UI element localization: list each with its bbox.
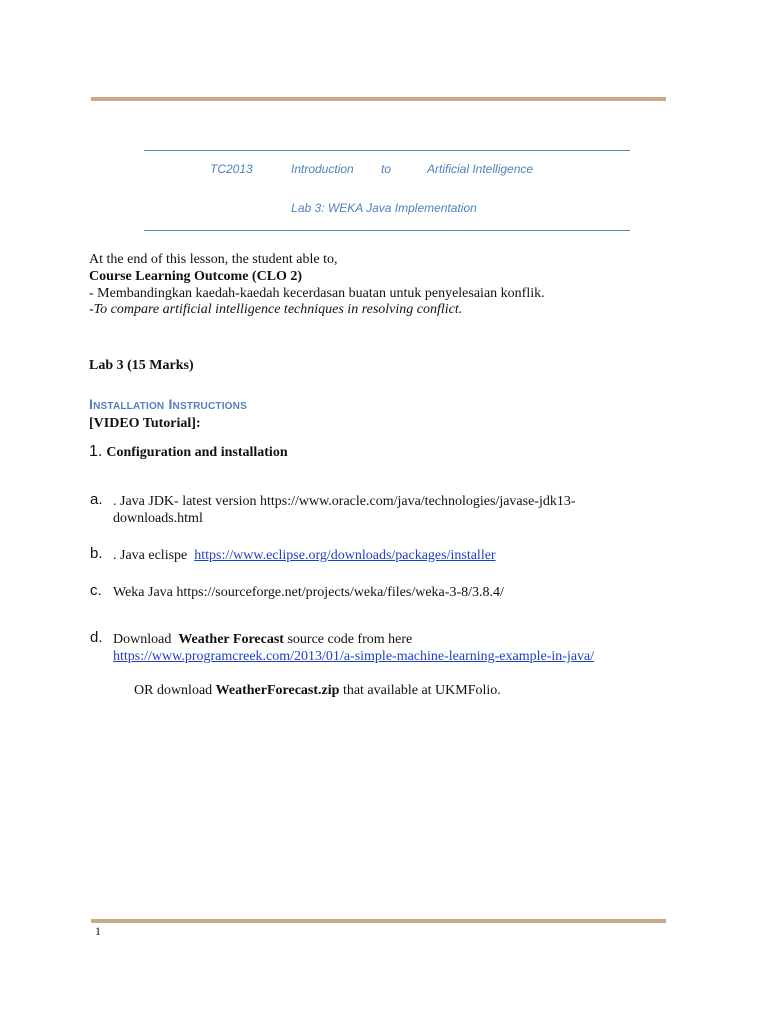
step-number: 1. [89,443,103,460]
step-heading [89,443,288,461]
video-label: [VIDEO Tutorial]: [89,416,201,431]
item-d-line [113,631,594,648]
item-b-prefix: . Java eclispe [113,548,195,563]
item-a-letter: a. [90,491,103,508]
lab-title: Lab 3 (15 Marks) [89,358,194,373]
clo-english: -To compare artificial intelligence techniques in resolving conflict. [89,302,463,317]
alt-download-prefix: OR download [134,683,216,698]
clo-malay: - Membandingkan kaedah-kaedah kecerdasan buatan untuk penyelesaian konflik. [89,286,545,301]
course-code: TC2013 [210,162,253,176]
programcreek-link[interactable]: https://www.programcreek.com/2013/01/a-simple-machine-learning-example-in-java/ [113,649,595,664]
item-b [113,547,496,564]
top-rule [91,97,666,101]
alt-download [134,682,501,699]
item-c-text: Weka Java https://sourceforge.net/projects/weka/files/weka-3-8/3.8.4/ [113,585,504,600]
title-word-introduction: Introduction [291,162,354,176]
intro-line: At the end of this lesson, the student able to, [89,252,338,267]
item-a-text: . Java JDK- latest version https://www.oracle.com/java/technologies/javase-jdk13- [113,494,576,509]
section-heading: Installation Instructions [89,396,247,412]
item-d-bold: Weather Forecast [178,632,284,647]
header-top-rule [144,150,630,151]
item-c-letter: c. [90,582,102,599]
title-word-ai: Artificial Intelligence [427,162,534,176]
lab-subtitle: Lab 3: WEKA Java Implementation [291,201,477,215]
page-number: 1 [95,924,101,938]
eclipse-link[interactable]: https://www.eclipse.org/downloads/packages/installer [194,548,496,563]
clo-heading: Course Learning Outcome (CLO 2) [89,269,303,284]
item-d-prefix: Download [113,632,179,647]
alt-download-file: WeatherForecast.zip [215,683,340,698]
item-d-letter: d. [90,629,103,646]
bottom-rule [91,919,666,923]
item-a-text-cont: downloads.html [113,511,203,526]
item-a [113,493,576,527]
alt-download-suffix: that available at UKMFolio. [339,683,501,698]
title-word-to: to [381,162,392,176]
header-bottom-rule [144,230,630,231]
step-label: Configuration and installation [106,445,288,460]
item-b-letter: b. [90,545,103,562]
item-d [113,631,594,665]
item-d-suffix: source code from here [283,632,413,647]
